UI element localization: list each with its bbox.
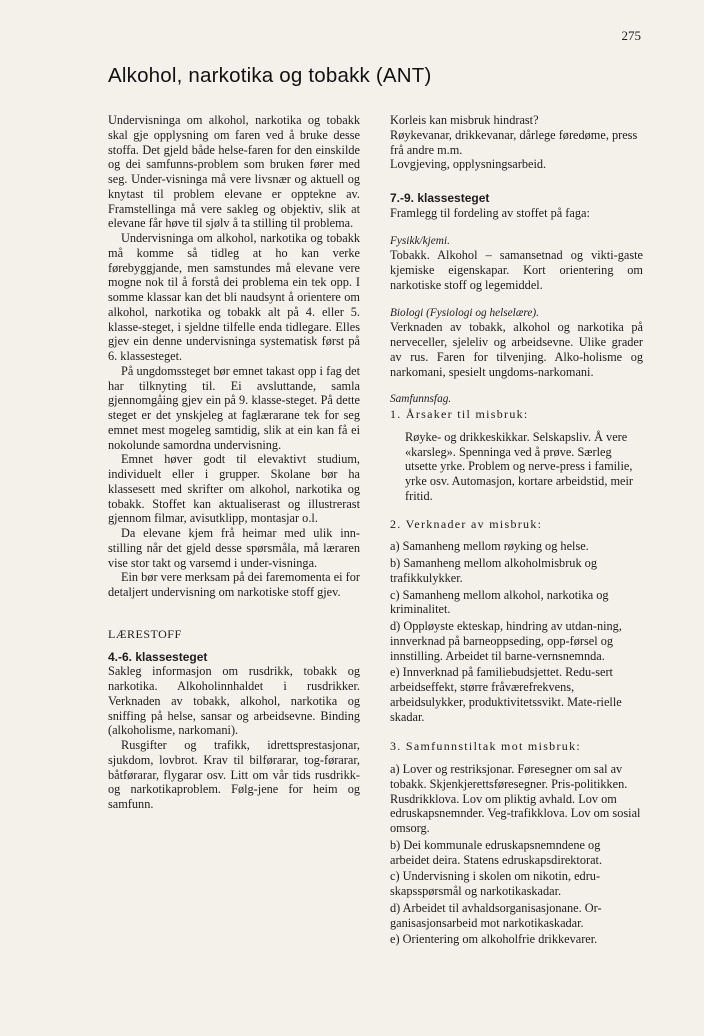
paragraph: Da elevane kjem frå heimar med ulik inn-stilling når det gjeld desse spørsmåla, må læraren vise stor takt og varsemd i under-visninga.: [108, 526, 360, 570]
paragraph: Ein bør vere merksam på dei faremomenta ei for detaljert undervisning om narkotiske stoff gjev.: [108, 570, 361, 599]
subheading-samfunnstiltak: 3. Samfunnstiltak mot misbruk:: [390, 739, 581, 754]
section-heading-laerestoff: LÆRESTOFF: [108, 626, 182, 641]
intro-line: Lovgjeving, opplysningsarbeid.: [390, 157, 547, 172]
paragraph: Tobakk. Alkohol – samansetnad og vikti-gaste kjemiske eigenskapar. Kort orientering om narkotiske stoff og legemiddel.: [390, 248, 643, 292]
paragraph: Undervisninga om alkohol, narkotika og tobakk skal gje opplysning om faren ved å bruke desse stoffa. Det gjeld både helse-faren for den einskilde og dei samfunns-problem som bruken fører med seg. Under-visninga må vere livsnær og aktuell og knytast til problem elevane er opptekne av. Framstellinga må vere sakleg og objektiv, slik at elevane får høve til sjølv å ta stilling til problema.: [108, 113, 360, 231]
list-item: a) Samanheng mellom røyking og helse.: [390, 539, 589, 554]
list-item: d) Arbeidet til avhaldsorganisasjonane. Or-ganisasjonsarbeid mot narkotikaskadar.: [390, 900, 602, 930]
list-item: d) Oppløyste ekteskap, hindring av utdan-ning, innverknad på barneoppseding, opp-førsel og innstilling. Arbeidet til barne-vernsnemnda.: [390, 619, 622, 663]
list-item: b) Samanheng mellom alkoholmisbruk og trafikkulykker.: [390, 556, 597, 585]
left-column: [108, 113, 360, 812]
framlegg-text: Framlegg til fordeling av stoffet på faga:: [390, 205, 590, 220]
intro-line: Korleis kan misbruk hindrast?: [390, 113, 539, 127]
intro-line: Røykevanar, drikkevanar, dårlege føredøme, press frå andre m.m.: [390, 127, 638, 157]
list-item: c) Samanheng mellom alkohol, narkotika og kriminalitet.: [390, 587, 609, 617]
page-title: Alkohol, narkotika og tobakk (ANT): [108, 64, 432, 87]
subheading-verknader: 2. Verknader av misbruk:: [390, 516, 543, 531]
list-item: b) Dei kommunale edruskapsnemndene og arbeidet deira. Statens edruskapsdirektorat.: [390, 837, 603, 867]
paragraph: Verknaden av tobakk, alkohol og narkotika på nerveceller, sjeleliv og arbeidsevne. Ulike grader av rus. Faren for tilvenjing. Alko-holisme og narkomani, spesielt ungdoms-narkomani.: [390, 320, 643, 379]
section-heading-7-9: 7.-9. klassesteget: [390, 191, 490, 205]
list-item: e) Orientering om alkoholfrie drikkevarer.: [390, 932, 598, 947]
section-heading-4-6: 4.-6. klassesteget: [108, 649, 208, 664]
paragraph: Røyke- og drikkeskikkar. Selskapsliv. Å vere «karsleg». Spenninga ved å prøve. Særleg utsette yrke. Problem og nerve-press i familie, yrke osv. Automasjon, kortare arbeidstid, meir fritid.: [405, 429, 634, 503]
subject-label-samfunnsfag: Samfunnsfag.: [390, 393, 452, 406]
list-item: c) Undervisning i skolen om nikotin, edru-skapsspørsmål og narkotikaskadar.: [390, 869, 601, 898]
subheading-arsaker: 1. Årsaker til misbruk:: [390, 407, 529, 421]
paragraph: Sakleg informasjon om rusdrikk, tobakk og narkotika. Alkoholinnhaldet i rusdrikker. Verknaden av tobakk, alkohol, narkotika og sniffing på helse, sansar og arbeidsevne. Binding (alkoholisme, narkomani).: [108, 664, 360, 738]
paragraph: På ungdomssteget bør emnet takast opp i fag det har tilknyting til. Ei avsluttande, samla gjennomgåing gjev ein på 9. klasse-steget. På dette steget er det ynskjeleg at faglærarane tek for seg emnet mest mogeleg samtidig, slik at ein kan få ei nokolunde samordna undervisning.: [108, 363, 360, 452]
page-number: 275: [621, 28, 641, 43]
paragraph: Rusgifter og trafikk, idrettsprestasjonar, sjukdom, lovbrot. Krav til bilførarar, tog-førarar, båtførarar, flygarar osv. Litt om vår tids rusdrikk- og narkotikaproblem. Følg-jene for heim og samfunn.: [108, 738, 360, 811]
subject-label-biologi: Biologi (Fysiologi og helselære).: [390, 306, 539, 319]
list-item: e) Innverknad på familiebudsjettet. Redu-sert arbeidseffekt, større fråværefrekvens, arbeidsulykker, produktivitetssvikt. Mate-rielle skadar.: [390, 665, 622, 724]
paragraph: Emnet høver godt til elevaktivt studium, individuelt eller i grupper. Skolane bør ha klassesett med skrifter om alkohol, narkotika og tobakk. Stoffet kan aktualiserast og illustrerast gjennom filmar, avisutklipp, montasjar o.l.: [108, 452, 360, 526]
subject-label-fysikk: Fysikk/kjemi.: [390, 234, 450, 247]
right-column: [390, 113, 643, 949]
list-item: a) Lover og restriksjonar. Føresegner om sal av tobakk. Skjenkjerettsføresegner. Pris-politikken. Rusdrikklova. Lov om pliktig avhald. Lov om edruskapsnemnder. Veg-trafikklova. Lov om sosial omsorg.: [390, 762, 641, 835]
paragraph: Undervisninga om alkohol, narkotika og tobakk må komme så tidleg at ho kan verke førebyggjande, men samstundes må elevane vere mogne nok til å forstå dei problema ein tek opp. I somme klassar kan det bli naudsynt å orientere om alkohol, narkotika og tobakk alt på 4. eller 5. klasse-steget, i sjeldne tilfelle enda tidlegare. Elles gjev ein denne undervisninga systematisk først på 6. klassesteget.: [108, 231, 360, 363]
